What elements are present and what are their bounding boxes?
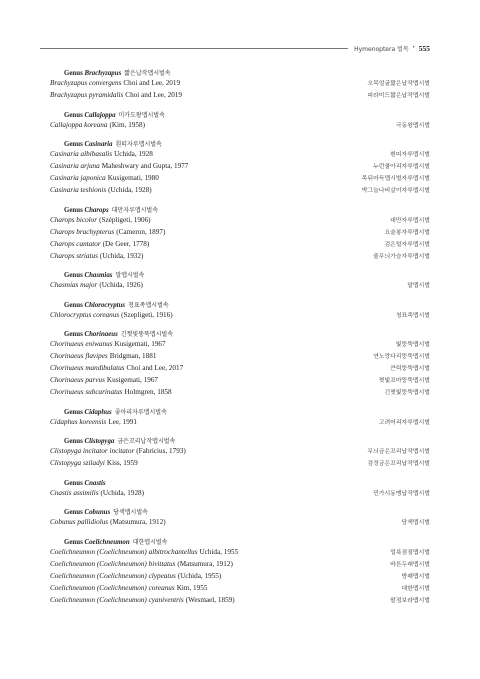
genus-heading [50, 140, 430, 149]
genus-korean-name: 금은꼬리납작맵시벌속 [117, 438, 176, 445]
species-authority: Bridgman, 1881 [109, 352, 157, 360]
genus-section [50, 437, 430, 470]
species-name: Chorinaeus eniwanus [50, 340, 113, 348]
species-entry [50, 90, 182, 101]
species-authority: (Uchida, 1932) [99, 251, 144, 260]
species-name: Brachyzapus pyramidalis [50, 91, 124, 99]
genus-heading [50, 330, 430, 339]
species-entry [50, 149, 153, 160]
genus-name: Chlorocryptus [84, 301, 126, 309]
species-name: Coelichneumon (Coelichneumon) albitrochantellus [50, 547, 198, 556]
species-korean-name: 검은털자루맵시벌 [384, 241, 430, 248]
species-row [50, 280, 430, 292]
species-row [50, 78, 430, 90]
species-korean-name: 누런쿨아리자루맵시벌 [373, 164, 430, 170]
genus-label: Genus [64, 70, 83, 77]
genus-heading [50, 301, 430, 310]
species-name: Charops striatus [50, 251, 98, 260]
species-row [50, 571, 430, 583]
species-entry [50, 417, 137, 428]
species-korean-name: 청표족맵시벌 [395, 312, 430, 319]
genus-section [50, 69, 430, 102]
genus-heading [50, 508, 430, 517]
species-authority: Holmgren, 1858 [124, 388, 172, 396]
species-authority: (Szepligeti, 1916) [121, 310, 173, 319]
species-row [50, 375, 430, 387]
species-name: Cidaphus koreensis [50, 417, 107, 426]
species-authority: (Fabricius, 1793) [136, 447, 186, 455]
running-title: Hymenoptera 벌목 [354, 45, 409, 53]
species-authority: (Uchida, 1928) [100, 488, 145, 497]
species-korean-name: 큰턱뚱뚝맵시벌 [390, 366, 430, 372]
genus-section [50, 111, 430, 132]
genus-label: Genus [64, 479, 83, 487]
genus-heading [50, 538, 430, 547]
genus-section [50, 479, 430, 500]
species-korean-name: 팔점보라맵시벌 [390, 597, 430, 604]
species-authority: (Uchida, 1928) [108, 186, 152, 194]
species-name: Casinaria albibasalis [50, 150, 113, 158]
species-korean-name: 민가시동맹납작맵시벌 [373, 490, 430, 497]
species-name: Cnastis assimilis [50, 488, 99, 497]
genus-label: Genus [64, 301, 83, 309]
genus-korean-name: 말맵시벌속 [115, 272, 145, 279]
species-entry [50, 583, 207, 594]
species-authority: (Matsumura, 1912) [110, 518, 166, 526]
genus-heading [50, 111, 430, 120]
species-korean-name: 검정금은꼬리납작맵시벌 [367, 461, 430, 467]
species-korean-name: 연노랑다리뚱뚝맵시벌 [373, 354, 430, 360]
species-row [50, 595, 430, 607]
species-korean-name: 대만자루맵시벌 [390, 217, 430, 224]
species-name: Coelichneumon (Coelichneumon) clypeatus [50, 571, 176, 580]
species-authority: (Matsumura, 1912) [177, 559, 233, 568]
species-entry [50, 375, 158, 386]
species-name: Cobunus pallidiolus [50, 518, 109, 526]
species-authority: (Szépligeti, 1906) [99, 215, 151, 224]
species-authority: Choi and Lee, 2019 [123, 79, 181, 87]
species-name: Chorinaeus mandibulatus [50, 364, 125, 372]
species-entry [50, 310, 173, 321]
species-korean-name: 바튼두래맵시벌 [390, 561, 430, 568]
species-korean-name: 오목얼굴짧은납작맵시벌 [367, 81, 430, 87]
species-korean-name: 말맵시벌 [407, 283, 430, 289]
species-entry [50, 571, 221, 582]
species-authority: Lee, 1991 [108, 417, 137, 426]
species-authority: (Cameron, 1897) [116, 227, 166, 236]
species-entry [50, 173, 159, 184]
species-authority: (Uchida, 1926) [99, 281, 143, 289]
species-name: Charops cantator [50, 239, 101, 248]
species-authority: Choi and Lee, 2017 [126, 364, 184, 372]
species-entry [50, 185, 152, 196]
species-entry [50, 595, 235, 606]
genus-name: Charops [84, 206, 109, 214]
species-entry [50, 387, 172, 398]
genus-name: Callajoppa [84, 111, 116, 119]
species-entry [50, 559, 233, 570]
species-row [50, 339, 430, 351]
species-list [50, 69, 430, 615]
species-korean-name: 목뒤마득맵시벌자루맵시벌 [361, 176, 430, 182]
species-name: Clistopyga sziladyi [50, 459, 105, 467]
running-head [40, 43, 430, 53]
species-row [50, 446, 430, 458]
species-row [50, 149, 430, 161]
genus-name: Casinaria [84, 141, 113, 148]
genus-korean-name: 청표족맵시벌속 [128, 301, 169, 309]
species-korean-name: 당색맵시벌 [401, 520, 430, 526]
species-authority: Kim, 1955 [176, 583, 208, 592]
species-entry [50, 251, 143, 262]
genus-name: Clistopyga [84, 438, 115, 445]
genus-name: Cidaphus [84, 408, 112, 416]
species-row [50, 90, 430, 102]
genus-korean-name: 흰띠자루맵시벌속 [115, 141, 162, 148]
species-entry [50, 120, 145, 131]
genus-label: Genus [64, 272, 83, 279]
species-korean-name: 고려어리자루맵시벌 [378, 419, 430, 426]
species-row [50, 310, 430, 322]
species-row [50, 239, 430, 251]
species-korean-name: 긴쩟빛뚱뚝맵시벌 [384, 390, 430, 396]
genus-section [50, 538, 430, 607]
species-korean-name: 흰띠자루맵시벌 [390, 152, 430, 158]
species-name: Clistopyga incitator incitator [50, 447, 135, 455]
species-row [50, 417, 430, 429]
species-name: Chorinaeus subcarinatus [50, 388, 123, 396]
species-row [50, 251, 430, 263]
species-korean-name: 얼룩점점맵시벌 [390, 549, 430, 556]
genus-korean-name: 대만자루맵시벌속 [111, 206, 159, 214]
genus-heading [50, 437, 430, 446]
species-korean-name: 피라미드짧은납작맵시벌 [367, 93, 430, 99]
genus-heading [50, 408, 430, 417]
species-entry [50, 488, 144, 499]
species-row [50, 120, 430, 132]
species-korean-name: 쩟빛꼬마뚱뚝맵시벌 [378, 378, 430, 384]
species-name: Chlorocryptus coreanus [50, 310, 120, 319]
species-korean-name: 방패맵시벌 [401, 573, 430, 580]
species-name: Chorinaeus flavipes [50, 352, 108, 360]
species-korean-name: 줄무늬가슴자루맵시벌 [373, 253, 430, 260]
genus-section [50, 508, 430, 529]
species-authority: (Kim, 1958) [109, 120, 145, 129]
genus-section [50, 301, 430, 322]
species-name: Callajoppa koreana [50, 120, 108, 129]
species-entry [50, 339, 166, 350]
species-authority: (De Geer, 1778) [102, 239, 150, 248]
genus-section [50, 140, 430, 197]
species-name: Charops brachypterus [50, 227, 115, 236]
species-name: Casinaria teshionis [50, 186, 107, 194]
species-entry [50, 547, 238, 558]
species-entry [50, 458, 138, 469]
species-row [50, 173, 430, 185]
species-name: Chorinaeus parvus [50, 376, 105, 384]
genus-heading [50, 69, 430, 78]
genus-name: Chasmias [84, 272, 113, 279]
species-korean-name: 빛뚱뚝맵시벌 [395, 342, 430, 348]
genus-name: Chorinaeus [84, 331, 118, 338]
page-number: 555 [418, 43, 430, 53]
genus-korean-name: 긴쩟빛뚱뚝맵시벌속 [120, 331, 173, 338]
species-authority: Kusigemati, 1967 [106, 376, 159, 384]
genus-section [50, 271, 430, 292]
genus-label: Genus [64, 141, 83, 148]
species-name: Chasmias major [50, 281, 98, 289]
species-authority: (Uchida, 1955) [177, 571, 222, 580]
genus-name: Brachyzapus [84, 70, 122, 77]
genus-name: Cobunus [84, 509, 111, 516]
species-entry [50, 239, 149, 250]
species-entry [50, 215, 151, 226]
species-entry [50, 446, 186, 457]
genus-section [50, 408, 430, 429]
species-row [50, 547, 430, 559]
species-row [50, 517, 430, 529]
genus-heading [50, 479, 430, 488]
genus-korean-name: 좋아리자루맵시벌속 [114, 408, 167, 416]
species-row [50, 559, 430, 571]
species-entry [50, 280, 143, 291]
species-authority: Maheshwary and Gupta, 1977 [101, 162, 189, 170]
species-entry [50, 161, 188, 172]
genus-label: Genus [64, 538, 83, 546]
genus-heading [50, 271, 430, 280]
genus-label: Genus [64, 438, 83, 445]
header-rule [40, 48, 348, 49]
species-row [50, 161, 430, 173]
species-authority: Kusigemati, 1967 [114, 340, 166, 348]
species-entry [50, 363, 183, 374]
species-row [50, 185, 430, 197]
species-authority: Uchida, 1955 [199, 547, 239, 556]
species-authority: Kiss, 1959 [106, 459, 138, 467]
species-korean-name: 무늬금은꼬리납작맵시벌 [367, 449, 430, 455]
species-korean-name: 대한맵시벌 [401, 585, 430, 592]
species-korean-name: 박그늘나비살이자루맵시벌 [361, 188, 430, 194]
species-row [50, 363, 430, 375]
genus-section [50, 330, 430, 399]
species-name: Casinaria japonica [50, 174, 106, 182]
species-row [50, 458, 430, 470]
genus-section [50, 206, 430, 263]
genus-label: Genus [64, 408, 83, 416]
species-name: Coelichneumon (Coelichneumon) cyaniventris [50, 595, 184, 604]
species-name: Coelichneumon (Coelichneumon) bivittatus [50, 559, 176, 568]
genus-korean-name: 미카도왕맵시벌속 [118, 111, 165, 119]
species-row [50, 227, 430, 239]
genus-label: Genus [64, 206, 83, 214]
species-name: Brachyzapus convergens [50, 79, 122, 87]
species-authority: Uchida, 1928 [114, 150, 153, 158]
genus-korean-name: 대한맵시벌속 [132, 538, 168, 546]
genus-name: Cnastis [84, 479, 106, 487]
species-entry [50, 517, 166, 528]
species-entry [50, 78, 180, 89]
species-row [50, 583, 430, 595]
species-row [50, 351, 430, 363]
species-entry [50, 351, 156, 362]
species-korean-name: 요술봉자루맵시벌 [384, 229, 430, 236]
species-row [50, 215, 430, 227]
genus-name: Coelichneumon [84, 538, 130, 546]
species-authority: (Wesmael, 1859) [185, 595, 235, 604]
species-row [50, 488, 430, 500]
species-korean-name: 극동왕맵시벌 [395, 122, 430, 129]
species-authority: Choi and Lee, 2019 [125, 91, 182, 99]
genus-label: Genus [64, 111, 83, 119]
species-name: Coelichneumon (Coelichneumon) coreanus [50, 583, 175, 592]
genus-label: Genus [64, 509, 83, 516]
genus-korean-name: 짧은납작맵시벌속 [124, 70, 171, 77]
species-name: Casinaria arjuna [50, 162, 100, 170]
genus-korean-name: 당색맵시벌속 [113, 509, 148, 516]
genus-heading [50, 206, 430, 215]
species-row [50, 387, 430, 399]
species-entry [50, 227, 165, 238]
species-authority: Kusigemati, 1980 [107, 174, 159, 182]
genus-label: Genus [64, 331, 83, 338]
species-name: Charops bicolor [50, 215, 98, 224]
header-bullet: • [412, 45, 415, 51]
